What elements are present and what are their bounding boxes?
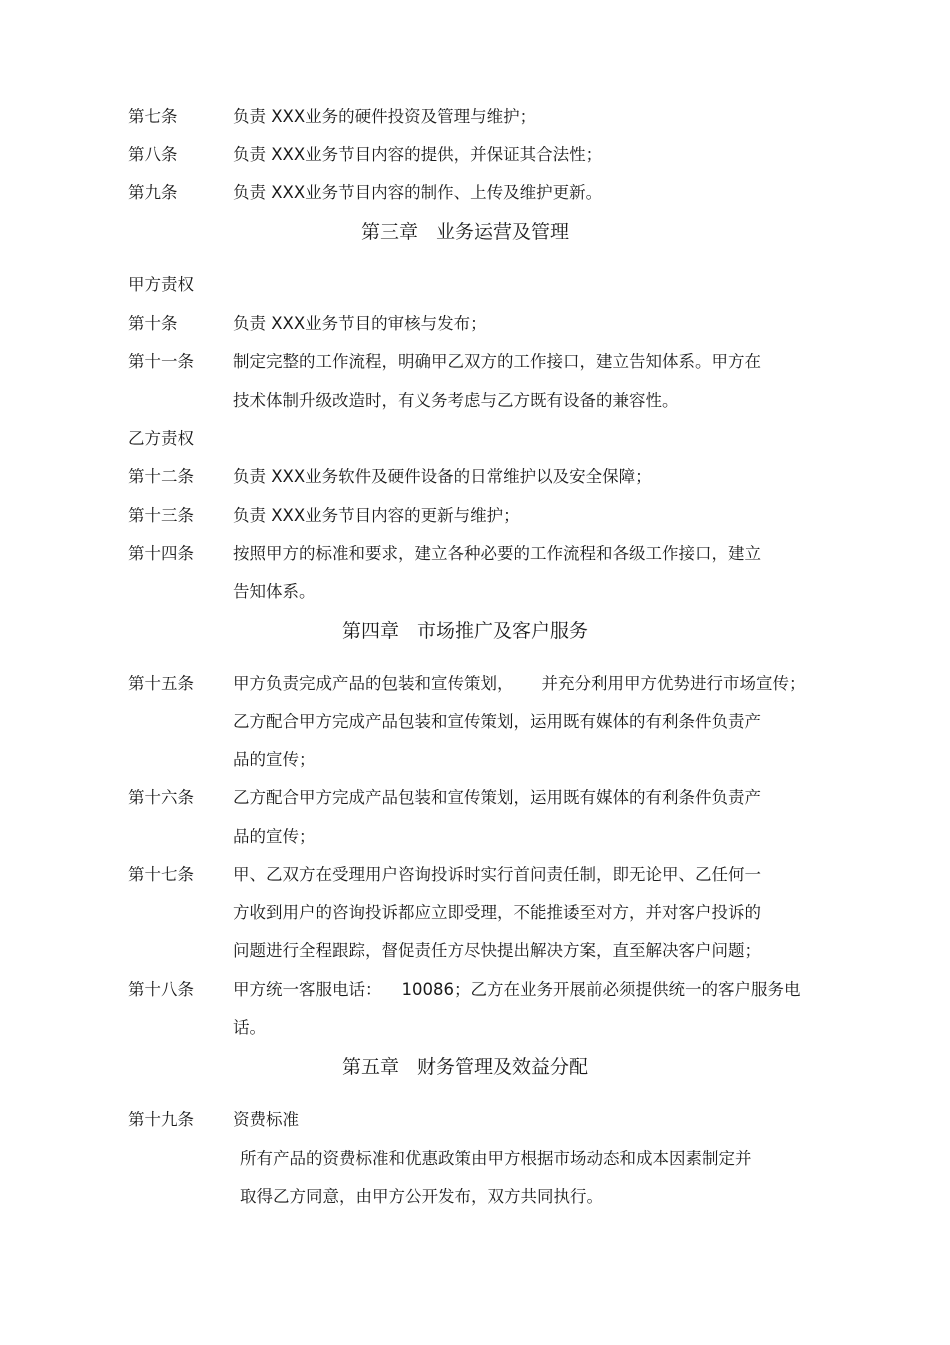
- article-9-label: 第九条: [128, 183, 178, 202]
- article-15-text-line1: [233, 673, 806, 695]
- tariff-paragraph-line2: 取得乙方同意，由甲方公开发布，双方共同执行。: [240, 1187, 603, 1206]
- article-8-label: 第八条: [128, 145, 178, 164]
- article-16-label: 第十六条: [128, 788, 194, 807]
- chapter-4-heading: [0, 619, 930, 643]
- article-15-text-line1-head: 甲方负责完成产品的包装和宣传策划，: [233, 674, 514, 693]
- chapter-3-heading: [0, 220, 930, 244]
- article-16-text-line1: 乙方配合甲方完成产品包装和宣传策划，运用既有媒体的有利条件负责产: [233, 788, 761, 807]
- article-14-label: 第十四条: [128, 544, 194, 563]
- article-17-label: 第十七条: [128, 865, 194, 884]
- article-18-text-line2: 话。: [233, 1018, 266, 1037]
- article-10-label: 第十条: [128, 314, 178, 333]
- chapter-5-heading: [0, 1055, 930, 1079]
- article-17-text-line2: 方收到用户的咨询投诉都应立即受理，不能推诿至对方，并对客户投诉的: [233, 903, 761, 922]
- article-7-text: 负责 XXX业务的硬件投资及管理与维护；: [233, 107, 537, 126]
- article-11-text-line1: 制定完整的工作流程，明确甲乙双方的工作接口，建立告知体系。甲方在: [233, 352, 761, 371]
- article-14-text-line1: 按照甲方的标准和要求，建立各种必要的工作流程和各级工作接口，建立: [233, 544, 761, 563]
- article-13-text: 负责 XXX业务节目内容的更新与维护；: [233, 506, 520, 525]
- chapter-5-number: 第五章: [341, 1056, 399, 1078]
- article-11-label: 第十一条: [128, 352, 194, 371]
- chapter-5-title: 财务管理及效益分配: [417, 1056, 589, 1078]
- article-15-text-line3: 品的宣传；: [233, 750, 316, 769]
- article-15-label: 第十五条: [128, 674, 194, 693]
- chapter-3-title: 业务运营及管理: [436, 221, 570, 243]
- article-18-text-line1-head: 甲方统一客服电话：: [233, 980, 382, 999]
- article-19-text: 资费标准: [233, 1110, 299, 1129]
- article-18-label: 第十八条: [128, 980, 194, 999]
- article-18-text-line1-tail: 10086；乙方在业务开展前必须提供统一的客户服务电: [401, 980, 801, 999]
- article-17-text-line1: 甲、乙双方在受理用户咨询投诉时实行首问责任制，即无论甲、乙任何一: [233, 865, 761, 884]
- article-12-label: 第十二条: [128, 467, 194, 486]
- article-11-text-line2: 技术体制升级改造时，有义务考虑与乙方既有设备的兼容性。: [233, 391, 679, 410]
- chapter-3-number: 第三章: [360, 221, 418, 243]
- article-19-label: 第十九条: [128, 1110, 194, 1129]
- article-7-label: 第七条: [128, 107, 178, 126]
- article-9-text: 负责 XXX业务节目内容的制作、上传及维护更新。: [233, 183, 603, 202]
- section-party-a-rights: 甲方责权: [128, 275, 194, 294]
- section-party-b-rights: 乙方责权: [128, 429, 194, 448]
- tariff-paragraph-line1: 所有产品的资费标准和优惠政策由甲方根据市场动态和成本因素制定并: [240, 1149, 752, 1168]
- article-18-text-line1: [233, 979, 801, 1001]
- article-16-text-line2: 品的宣传；: [233, 827, 316, 846]
- article-13-label: 第十三条: [128, 506, 194, 525]
- article-15-text-line1-tail: 并充分利用甲方优势进行市场宣传；: [541, 674, 806, 693]
- article-8-text: 负责 XXX业务节目内容的提供，并保证其合法性；: [233, 145, 603, 164]
- chapter-4-title: 市场推广及客户服务: [417, 620, 589, 642]
- article-14-text-line2: 告知体系。: [233, 582, 316, 601]
- article-12-text: 负责 XXX业务软件及硬件设备的日常维护以及安全保障；: [233, 467, 652, 486]
- article-17-text-line3: 问题进行全程跟踪，督促责任方尽快提出解决方案，直至解决客户问题；: [233, 941, 761, 960]
- chapter-4-number: 第四章: [341, 620, 399, 642]
- article-10-text: 负责 XXX业务节目的审核与发布；: [233, 314, 487, 333]
- article-15-text-line2: 乙方配合甲方完成产品包装和宣传策划，运用既有媒体的有利条件负责产: [233, 712, 761, 731]
